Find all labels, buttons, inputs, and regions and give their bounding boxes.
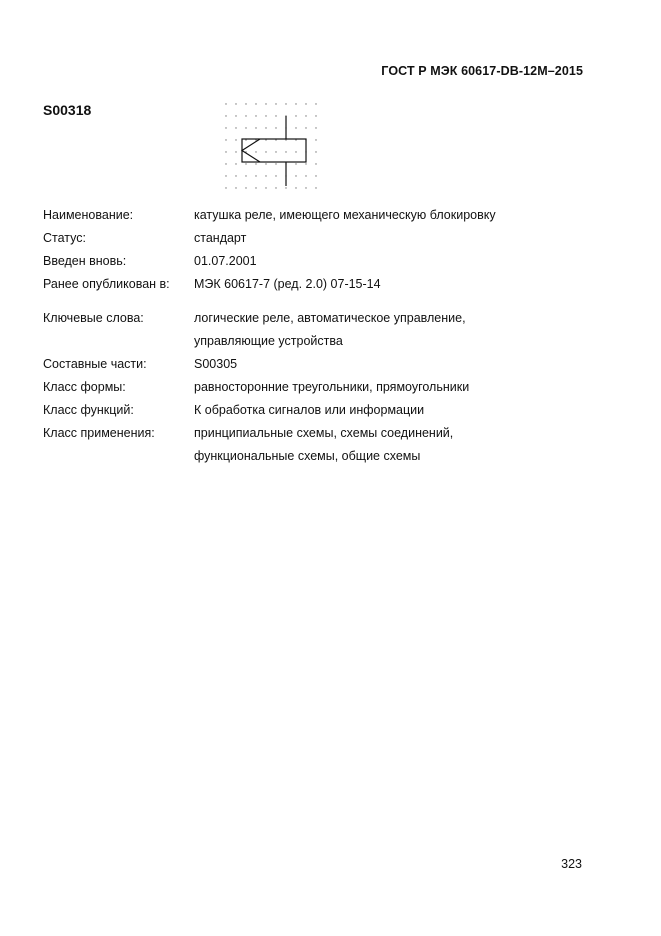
field-label: Наименование: [43, 208, 134, 222]
grid-dot [265, 127, 266, 128]
relay-coil-mechanical-latch-symbol [218, 98, 328, 194]
grid-dot [265, 163, 266, 164]
grid-dot [235, 127, 236, 128]
field-value: К обработка сигналов или информации [194, 403, 425, 417]
grid-dot [315, 175, 316, 176]
grid-dot [285, 103, 286, 104]
grid-dot [305, 175, 306, 176]
grid-dot [255, 151, 256, 152]
field-value-line: управляющие устройства [194, 334, 343, 348]
grid-dot [305, 187, 306, 188]
grid-dot [285, 151, 286, 152]
grid-dot [255, 175, 256, 176]
latch-triangle [242, 139, 260, 162]
grid-dot [235, 187, 236, 188]
field-value [194, 422, 603, 468]
field-value [194, 307, 603, 353]
grid-dot [245, 187, 246, 188]
field-name [43, 204, 603, 227]
field-value: МЭК 60617-7 (ред. 2.0) 07-15-14 [194, 277, 381, 291]
field-value: стандарт [194, 231, 247, 245]
grid-dot [295, 115, 296, 116]
grid-dot [295, 127, 296, 128]
grid-dot [305, 115, 306, 116]
field-label: Ранее опубликован в: [43, 277, 170, 291]
document-header: ГОСТ Р МЭК 60617-DB-12M–2015 [381, 64, 583, 78]
grid-dot [245, 115, 246, 116]
grid-dot [255, 187, 256, 188]
field-value-line: функциональные схемы, общие схемы [194, 449, 421, 463]
grid-dot [315, 139, 316, 140]
field-value: равносторонние треугольники, прямоугольники [194, 380, 470, 394]
field-application-class [43, 422, 603, 468]
grid-dot [235, 175, 236, 176]
grid-dot [265, 187, 266, 188]
grid-dot [235, 163, 236, 164]
grid-dot [315, 115, 316, 116]
field-published [43, 273, 603, 296]
grid-dot [235, 151, 236, 152]
field-label: Класс функций: [43, 403, 134, 417]
grid-dot [235, 115, 236, 116]
grid-dot [275, 127, 276, 128]
symbol-code: S00318 [43, 102, 92, 118]
grid-dot [225, 115, 226, 116]
grid-dot [275, 103, 276, 104]
grid-dot [245, 175, 246, 176]
grid-dot [315, 103, 316, 104]
field-label: Введен вновь: [43, 254, 127, 268]
field-label: Класс применения: [43, 426, 155, 440]
grid-dot [295, 187, 296, 188]
grid-dot [315, 127, 316, 128]
grid-dot [295, 103, 296, 104]
grid-dot [255, 163, 256, 164]
field-keywords [43, 307, 603, 353]
field-value-line: логические реле, автоматическое управление, [194, 311, 466, 325]
grid-dot [305, 103, 306, 104]
grid-dot [315, 163, 316, 164]
grid-dot [245, 127, 246, 128]
grid-dot [275, 115, 276, 116]
grid-dot [265, 115, 266, 116]
grid-dot [225, 139, 226, 140]
coil-rectangle [242, 139, 306, 162]
grid-dots [225, 103, 316, 188]
field-label: Ключевые слова: [43, 311, 144, 325]
grid-dot [265, 175, 266, 176]
grid-dot [275, 175, 276, 176]
grid-dot [225, 127, 226, 128]
field-status [43, 227, 603, 250]
grid-dot [265, 103, 266, 104]
grid-dot [295, 151, 296, 152]
grid-dot [225, 163, 226, 164]
symbol-attributes [43, 204, 603, 468]
grid-dot [315, 151, 316, 152]
page-number: 323 [561, 857, 582, 871]
grid-dot [255, 127, 256, 128]
field-parts [43, 353, 603, 376]
grid-dot [225, 103, 226, 104]
grid-dot [275, 187, 276, 188]
grid-dot [285, 187, 286, 188]
field-value: катушка реле, имеющего механическую блокировку [194, 208, 496, 222]
grid-dot [255, 115, 256, 116]
field-label: Класс формы: [43, 380, 126, 394]
field-introduced [43, 250, 603, 273]
grid-dot [295, 175, 296, 176]
grid-dot [245, 103, 246, 104]
field-form-class [43, 376, 603, 399]
grid-dot [225, 151, 226, 152]
grid-dot [255, 103, 256, 104]
grid-dot [315, 187, 316, 188]
grid-dot [235, 139, 236, 140]
field-label: Составные части: [43, 357, 147, 371]
grid-dot [305, 163, 306, 164]
field-value: S00305 [194, 357, 238, 371]
grid-dot [225, 175, 226, 176]
grid-dot [295, 163, 296, 164]
grid-dot [305, 127, 306, 128]
field-function-class [43, 399, 603, 422]
field-label: Статус: [43, 231, 86, 245]
grid-dot [245, 163, 246, 164]
field-value-line: принципиальные схемы, схемы соединений, [194, 426, 454, 440]
grid-dot [275, 163, 276, 164]
grid-dot [275, 151, 276, 152]
field-value: 01.07.2001 [194, 254, 257, 268]
grid-dot [225, 187, 226, 188]
grid-dot [265, 151, 266, 152]
grid-dot [235, 103, 236, 104]
